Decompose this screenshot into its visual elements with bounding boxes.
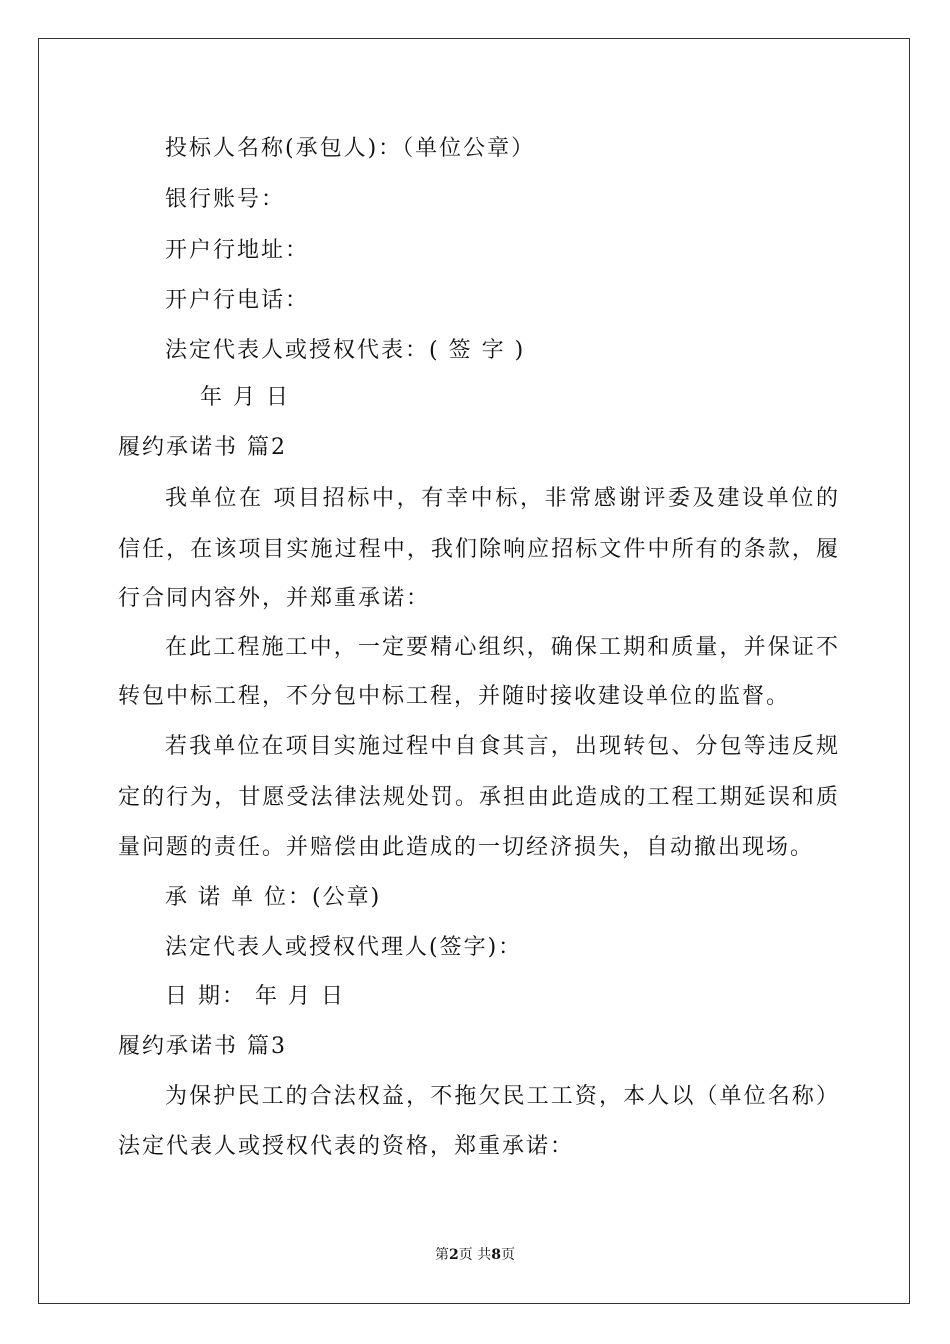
paragraph-line: 我单位在 项目招标中，有幸中标，非常感谢评委及建设单位的 [165,486,838,511]
date-line: 年 月 日 [200,385,290,410]
paragraph-line: 若我单位在项目实施过程中自食其言，出现转包、分包等违反规 [165,734,838,759]
paragraph-line: 定的行为，甘愿受法律法规处罚。承担由此造成的工程工期延误和质 [118,785,838,810]
current-page-number: 2 [449,1247,459,1263]
paragraph-line: 行合同内容外，并郑重承诺： [118,586,431,611]
paragraph-line: 为保护民工的合法权益，不拖欠民工工资，本人以（单位名称） [165,1084,838,1109]
committing-unit-line: 承 诺 单 位：(公章) [165,885,382,910]
section-heading-2: 履约承诺书 篇2 [118,435,287,460]
total-pages: 8 [491,1247,501,1263]
bank-address-line: 开户行地址： [165,238,310,263]
footer-prefix: 第 [435,1247,450,1263]
legal-rep-line: 法定代表人或授权代理人(签字)： [165,935,523,960]
bank-account-line: 银行账号： [165,187,286,212]
paragraph-line: 量问题的责任。并赔偿由此造成的一切经济损失，自动撤出现场。 [118,835,815,860]
date-line: 日 期： 年 月 日 [165,984,345,1009]
paragraph-line: 在此工程施工中，一定要精心组织，确保工期和质量，并保证不 [165,635,838,660]
footer-suffix: 页 [500,1247,515,1263]
page-border [38,38,910,1304]
paragraph-line: 法定代表人或授权代表的资格，郑重承诺： [118,1134,575,1159]
bank-phone-line: 开户行电话： [165,288,310,313]
footer-mid: 页 共 [458,1247,492,1263]
paragraph-line: 信任，在该项目实施过程中，我们除响应招标文件中所有的条款，履 [118,537,838,562]
section-heading-3: 履约承诺书 篇3 [118,1034,287,1059]
bidder-name-line: 投标人名称(承包人)：（单位公章） [165,136,536,161]
page-footer [0,1245,950,1265]
paragraph-line: 转包中标工程，不分包中标工程，并随时接收建设单位的监督。 [118,684,791,709]
legal-rep-signature-line: 法定代表人或授权代表：( 签 字 ) [165,338,526,363]
